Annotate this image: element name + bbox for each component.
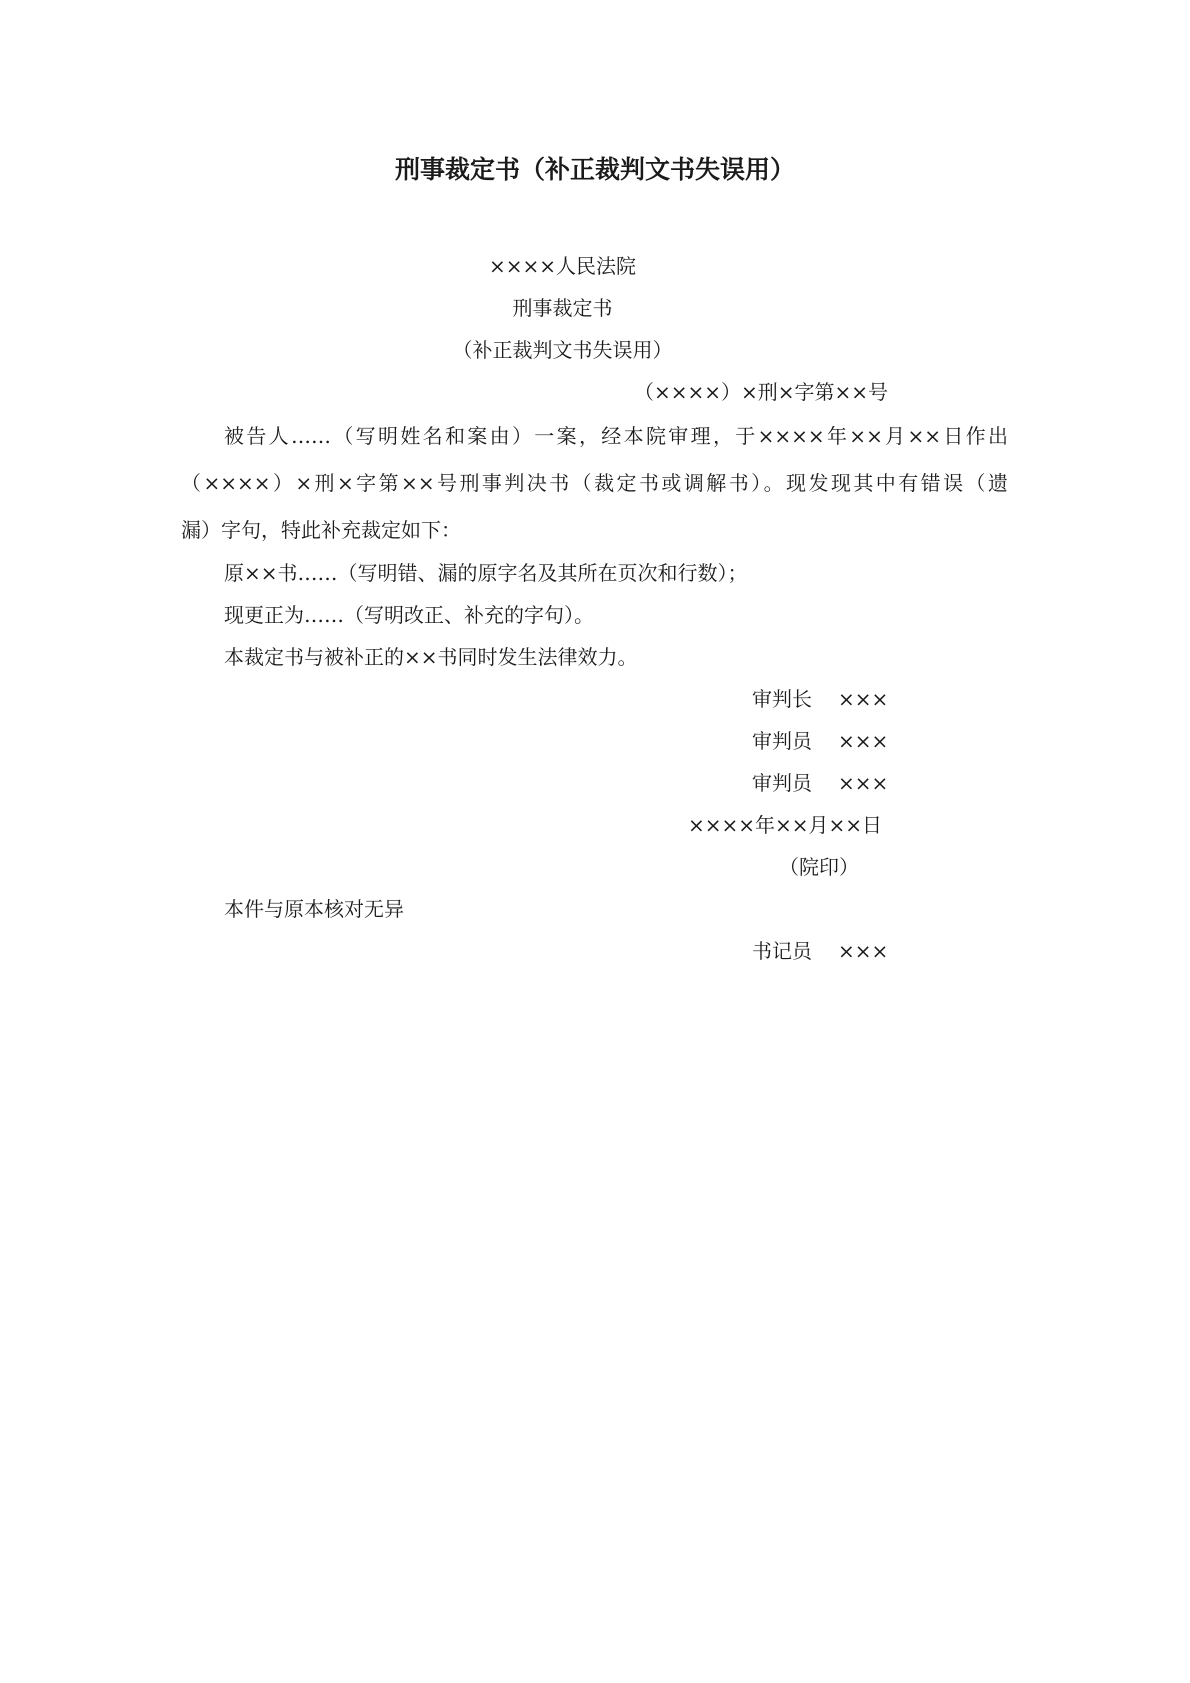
signature-role-presiding-judge: 审判长	[752, 687, 812, 711]
signature-name-judge-1: ×××	[838, 729, 889, 753]
signature-role-judge-1: 审判员	[752, 729, 812, 753]
document-subtype: （补正裁判文书失误用）	[452, 338, 673, 362]
signature-name-judge-2: ×××	[838, 771, 889, 795]
court-seal: （院印）	[779, 855, 859, 879]
document-title: 刑事裁定书（补正裁判文书失误用）	[394, 155, 795, 184]
document-date: ××××年××月××日	[688, 813, 883, 837]
body-paragraph-1-line-3: 漏）字句，特此补充裁定如下：	[181, 518, 461, 542]
clerk-role: 书记员	[752, 939, 812, 963]
signature-name-presiding-judge: ×××	[838, 687, 889, 711]
body-paragraph-2: 原××书……（写明错、漏的原字名及其所在页次和行数）；	[224, 561, 748, 585]
body-paragraph-1-line-2: （××××）×刑×字第××号刑事判决书（裁定书或调解书）。现发现其中有错误（遗	[181, 471, 1008, 495]
clerk-name: ×××	[838, 939, 889, 963]
body-paragraph-4: 本裁定书与被补正的××书同时发生法律效力。	[224, 645, 638, 669]
body-paragraph-1-line-1: 被告人……（写明姓名和案由）一案，经本院审理，于××××年××月××日作出	[224, 424, 1008, 448]
body-paragraph-3: 现更正为……（写明改正、补充的字句）。	[224, 603, 594, 627]
verification-note: 本件与原本核对无异	[224, 897, 404, 921]
case-number: （××××）×刑×字第××号	[634, 380, 889, 404]
signature-role-judge-2: 审判员	[752, 771, 812, 795]
document-type: 刑事裁定书	[512, 296, 613, 320]
court-name: ××××人民法院	[488, 254, 637, 278]
